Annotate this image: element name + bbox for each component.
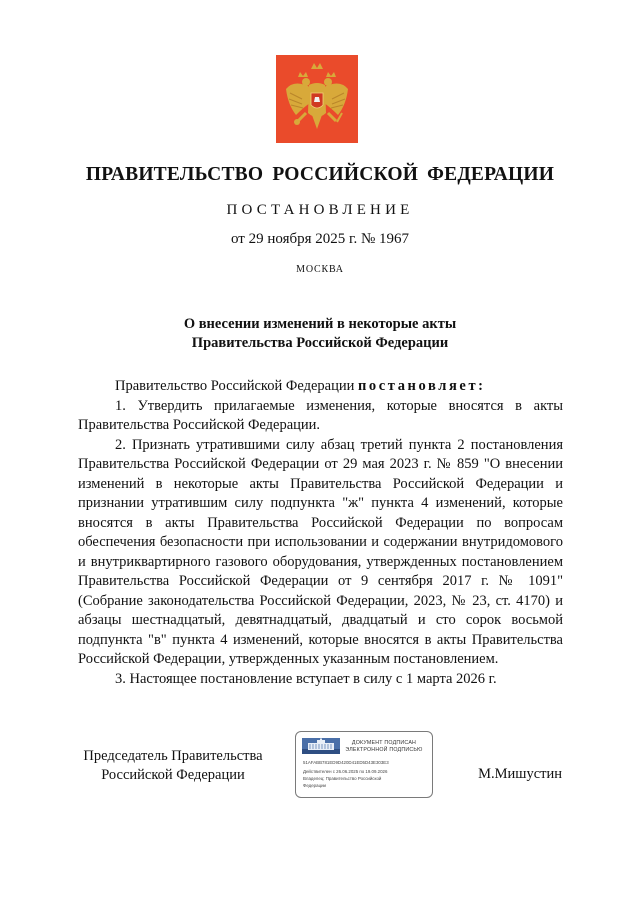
electronic-signature-stamp [295, 731, 433, 798]
intro-paragraph [78, 377, 563, 397]
stamp-owner-line-1: Владелец: Правительство Российской [303, 776, 382, 781]
document-type: ПОСТАНОВЛЕНИЕ [226, 202, 414, 218]
stamp-owner-line-2: Федерации [303, 783, 326, 788]
item-2: 2. Признать утратившими силу абзац третий пункта 2 постановления Правительства Российской Федерации от 29 мая 2023 г. № 859 "О внесении изменений в некоторые акты Правительства Российской Федерации и признании утратившим силу подпункта "ж" пункта 4 изменений, которые вносятся в акты Правительства Российской Федерации по вопросам обеспечения безопасности при использовании и содержании внутридомового и внутриквартирного газового оборудования, утвержденных постановлением Правительства Российской Федерации от 9 сентября 2017 г. № 1091" (Собрание законодательства Российской Федерации, 2023, № 23, ст. 4170) и абзацы шестнадцатый, девятнадцатый, двадцатый и сто сорок восьмой подпункта "в" пункта 4 изменений, которые вносятся в акты Правительства Российской Федерации, утвержденных указанным постановлением. [78, 436, 563, 667]
city: МОСКВА [296, 264, 344, 275]
item-3: 3. Настоящее постановление вступает в силу с 1 марта 2026 г. [115, 670, 497, 687]
intro-verb: постановляет: [357, 378, 486, 394]
government-title: ПРАВИТЕЛЬСТВО РОССИЙСКОЙ ФЕДЕРАЦИИ [85, 164, 555, 185]
subject-line-1: О внесении изменений в некоторые акты [183, 316, 457, 332]
document-body [78, 377, 563, 689]
item-1: 1. Утвердить прилагаемые изменения, которые вносятся в акты Правительства Российской Федерации. [78, 397, 563, 433]
coat-of-arms-icon [276, 55, 358, 143]
document-date-number: от 29 ноября 2025 г. № 1967 [230, 231, 410, 247]
intro-text: Правительство Российской Федерации [115, 378, 358, 394]
subject-line-2: Правительства Российской Федерации [191, 335, 449, 351]
signatory-title-line-2: Российской Федерации [101, 767, 245, 783]
stamp-heading [340, 740, 428, 754]
stamp-validity: Действителен с 26.06.2025 по 19.09.2026 [303, 769, 388, 774]
document-subject [0, 315, 640, 353]
stamp-certificate: 51AFABB781ED9D420D41ED5D43E303E3 [303, 760, 389, 765]
signatory-name: М.Мишустин [478, 766, 562, 782]
signatory-title-line-1: Председатель Правительства [83, 748, 263, 764]
stamp-heading-line-2: ЭЛЕКТРОННОЙ ПОДПИСЬЮ [345, 747, 423, 753]
signatory-title [78, 747, 268, 785]
government-building-icon [302, 738, 340, 754]
stamp-heading-line-1: ДОКУМЕНТ ПОДПИСАН [351, 740, 417, 746]
